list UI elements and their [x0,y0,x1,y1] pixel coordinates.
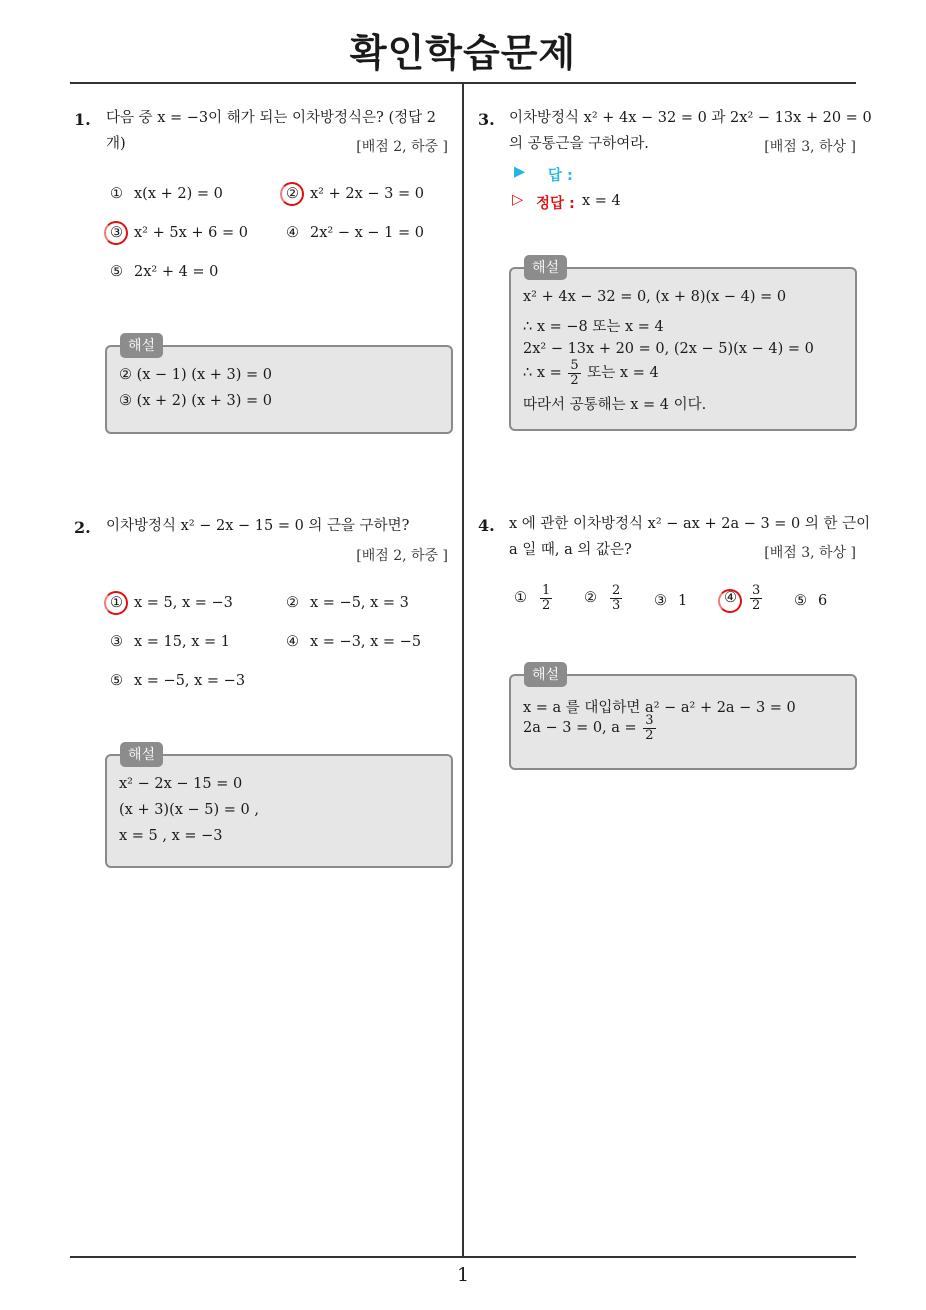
option-number: ② [286,595,299,611]
option-text: x = 5, x = −3 [134,595,233,611]
q1-option-5[interactable] [110,264,218,280]
fraction [643,714,655,742]
q4-option-5[interactable] [794,593,827,609]
solution-line: ② (x − 1) (x + 3) = 0 [119,367,272,383]
q2-solution-label: 해설 [120,742,163,767]
question-1-text-line1: 다음 중 x = −3이 해가 되는 이차방정식은? (정답 2 [106,110,436,126]
solution-line-with-fraction [523,714,658,742]
solution-line: 따라서 공통해는 x = 4 이다. [523,397,707,413]
fraction [568,359,580,387]
option-number: ② [584,590,597,607]
solution-line-with-fraction [523,359,659,387]
q4-solution-box [509,674,857,770]
fraction-denominator: 2 [570,372,579,388]
page-number: 1 [456,1264,470,1286]
fraction-numerator: 2 [612,583,621,598]
q2-option-2[interactable] [286,595,409,611]
option-text: x = 15, x = 1 [134,634,230,650]
question-4-text-line1: x 에 관한 이차방정식 x² − ax + 2a − 3 = 0 의 한 근이 [509,516,871,532]
selected-answer-circle-icon [104,591,128,615]
fraction [750,584,762,612]
option-text: x = −5, x = −3 [134,673,246,689]
selected-answer-circle-icon [718,589,742,613]
q2-option-5[interactable] [110,673,245,689]
q4-option-2[interactable] [584,584,624,612]
option-number: ③ [654,593,667,609]
fraction-denominator: 3 [612,597,621,613]
answer-marker-icon: ▶ [514,164,526,180]
solution-line: ③ (x + 2) (x + 3) = 0 [119,393,272,409]
option-text: x = −3, x = −5 [310,634,422,650]
q4-option-3[interactable] [654,593,687,609]
option-number: ① [110,595,123,611]
option-text: x² + 5x + 6 = 0 [134,225,248,241]
solution-line: x = a 를 대입하면 a² − a² + 2a − 3 = 0 [523,700,796,716]
q1-solution-box [105,345,453,434]
correct-marker-icon: ▷ [512,192,524,208]
solution-line: ∴ x = −8 또는 x = 4 [523,319,664,335]
q2-solution-box [105,754,453,868]
option-number: ② [286,186,299,202]
q2-option-4[interactable] [286,634,421,650]
answer-label: 답 : [548,168,573,184]
option-number: ③ [110,225,123,241]
question-1-text-line2: 개) [106,136,126,152]
option-number: ⑤ [110,264,123,280]
option-text: 6 [818,593,828,609]
question-3-number: 3. [478,110,495,129]
question-3-text-line2: 의 공통근을 구하여라. [509,136,649,152]
fraction-denominator: 2 [645,727,654,743]
option-number: ③ [110,634,123,650]
question-1-score: [배점 2, 하중 ] [356,139,448,155]
q4-option-1[interactable] [514,584,554,612]
footer-divider [70,1256,856,1258]
fraction [610,584,622,612]
question-3-text-line1: 이차방정식 x² + 4x − 32 = 0 과 2x² − 13x + 20 = 0 [509,110,872,126]
question-2-number: 2. [74,518,91,537]
q4-solution-label: 해설 [524,662,567,687]
option-text: 1 [678,593,688,609]
page-title: 확인학습문제 [349,31,577,75]
option-number: ④ [286,225,299,241]
q3-solution-box [509,267,857,431]
fraction-denominator: 2 [752,597,761,613]
fraction-numerator: 1 [542,583,551,598]
question-1-number: 1. [74,110,91,129]
option-text: x² + 2x − 3 = 0 [310,186,424,202]
solution-text: 2a − 3 = 0, a = [523,720,642,737]
fraction [540,584,552,612]
question-4-text-line2: a 일 때, a 의 값은? [509,542,632,558]
option-number: ① [110,186,123,202]
q2-option-3[interactable] [110,634,230,650]
q2-option-1[interactable] [110,595,233,611]
solution-line: x² − 2x − 15 = 0 [119,776,243,792]
solution-text: ∴ x = [523,365,567,382]
question-3-score: [배점 3, 하상 ] [764,139,856,155]
solution-line: 2x² − 13x + 20 = 0, (2x − 5)(x − 4) = 0 [523,341,814,357]
q1-option-3[interactable] [110,225,248,241]
option-number: ① [514,590,527,607]
column-divider [462,83,464,1257]
solution-line: x² + 4x − 32 = 0, (x + 8)(x − 4) = 0 [523,289,787,305]
fraction-numerator: 3 [645,713,654,728]
question-2-score: [배점 2, 하중 ] [356,548,448,564]
correct-answer-value: x = 4 [582,193,621,209]
q1-option-2[interactable] [286,186,424,202]
option-text: 2x² − x − 1 = 0 [310,225,424,241]
option-number: ⑤ [110,673,123,689]
fraction-numerator: 3 [752,583,761,598]
selected-answer-circle-icon [280,182,304,206]
option-number: ④ [286,634,299,650]
question-2-text-line1: 이차방정식 x² − 2x − 15 = 0 의 근을 구하면? [106,518,410,534]
question-4-score: [배점 3, 하상 ] [764,545,856,561]
fraction-denominator: 2 [542,597,551,613]
option-text: x(x + 2) = 0 [134,186,223,202]
solution-line: x = 5 , x = −3 [119,828,223,844]
q1-option-1[interactable] [110,186,223,202]
option-text: 2x² + 4 = 0 [134,264,219,280]
selected-answer-circle-icon [104,221,128,245]
option-number: ⑤ [794,593,807,609]
q1-solution-label: 해설 [120,333,163,358]
solution-line: (x + 3)(x − 5) = 0 , [119,802,259,818]
option-text: x = −5, x = 3 [310,595,409,611]
correct-answer-label: 정답 : [536,196,575,212]
fraction-numerator: 5 [570,358,579,373]
option-number: ④ [724,590,737,607]
question-4-number: 4. [478,516,495,535]
solution-text: 또는 x = 4 [582,365,659,382]
q3-solution-label: 해설 [524,255,567,280]
q1-option-4[interactable] [286,225,424,241]
